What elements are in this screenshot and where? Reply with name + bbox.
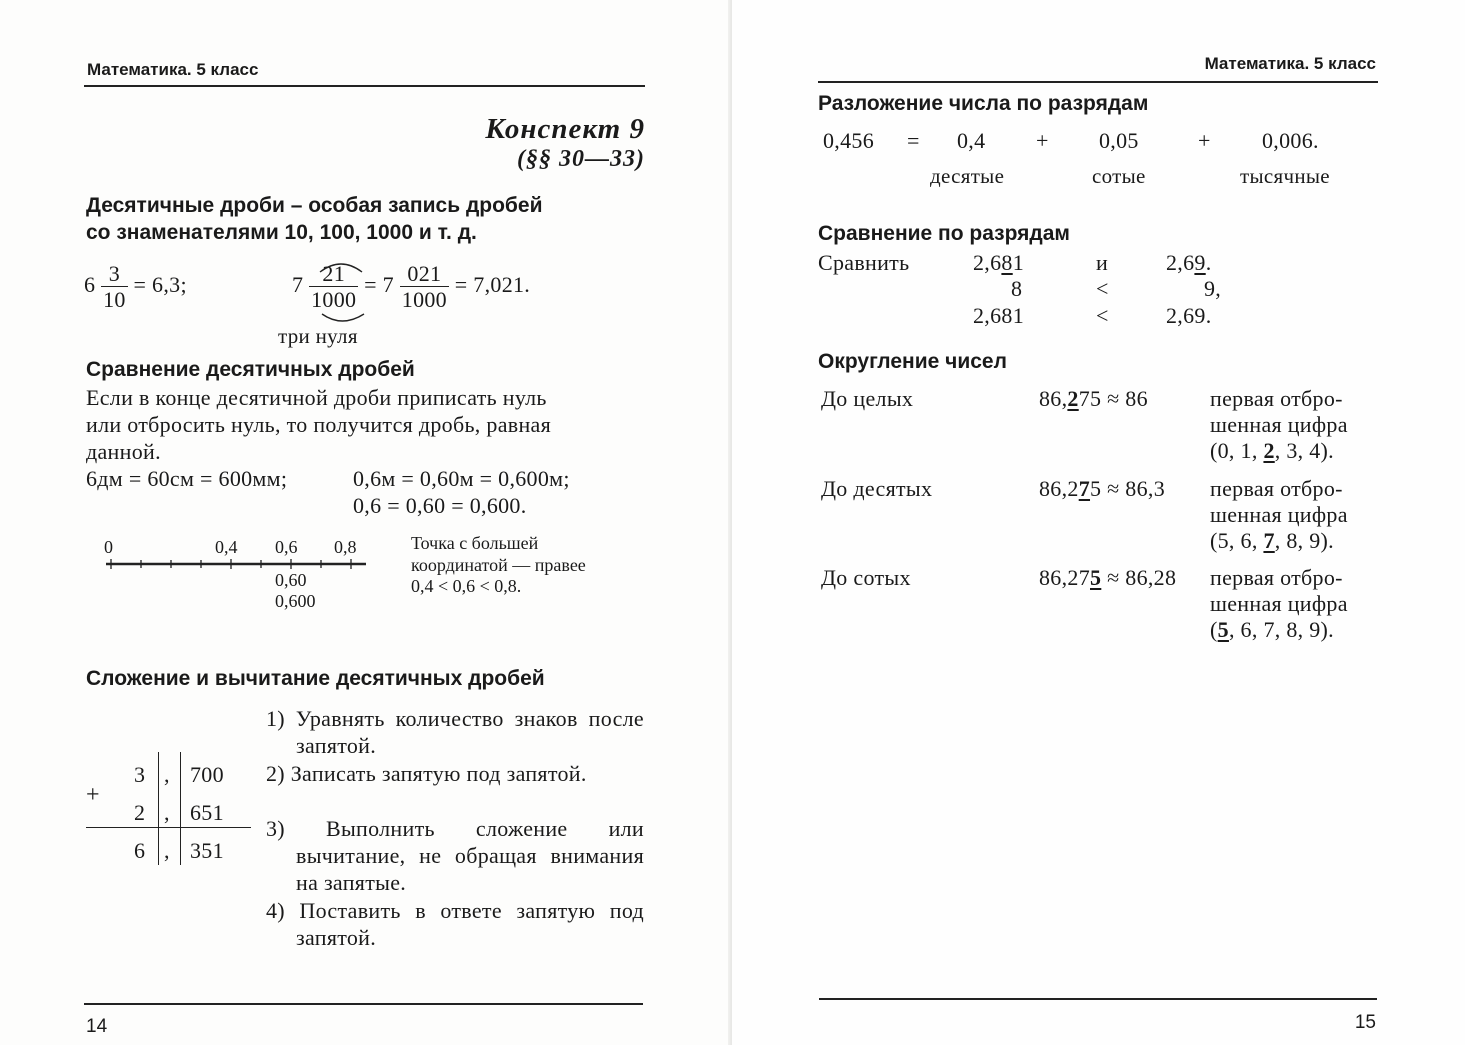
tick-label-0-6: 0,6 <box>275 537 298 557</box>
equals-whole: = 7 <box>364 271 394 297</box>
rounding-desc-1: первая отбро- <box>1210 565 1343 590</box>
decomp-thousandths: 0,006. <box>1262 128 1319 153</box>
step-2: 2) Записать запятую под запятой. <box>266 761 587 786</box>
addend-2-comma: , <box>164 800 170 825</box>
result: = 7,021. <box>454 271 531 297</box>
addend-1-frac: 700 <box>190 762 224 787</box>
addend-2-int: 2 <box>134 800 146 825</box>
numerator: 3 <box>101 261 128 287</box>
sum-int: 6 <box>134 838 146 863</box>
denominator: 1000 <box>311 287 357 313</box>
result: = 6,3; <box>133 271 187 297</box>
numberline-note-3: 0,4 < 0,6 < 0,8. <box>411 576 522 596</box>
equality-meters: 0,6м = 0,60м = 0,600м; <box>353 466 570 491</box>
rounding-desc-2: шенная цифра <box>1210 412 1348 437</box>
addend-2-frac: 651 <box>190 800 224 825</box>
decomp-hundredths: 0,05 <box>1099 128 1139 153</box>
section-heading-rounding: Округление чисел <box>818 350 1007 373</box>
fraction-example-1 <box>84 261 187 313</box>
footer-rule <box>819 998 1377 1000</box>
step-1: 1) Уравнять количество знаков после запятой. <box>266 706 644 758</box>
tick-label-0-4: 0,4 <box>215 537 238 557</box>
rounding-value-tenths: 86,275 ≈ 86,3 <box>1039 476 1165 501</box>
footer-rule <box>84 1003 643 1005</box>
rounding-digits: (5, 6, 7, 8, 9). <box>1210 617 1334 642</box>
decomp-tenths: 0,4 <box>957 128 986 153</box>
rounding-value-integers: 86,275 ≈ 86 <box>1039 386 1148 411</box>
rounding-digits: (5, 6, 7, 8, 9). <box>1210 528 1334 553</box>
compare-and: и <box>1096 250 1109 275</box>
compare-digit-a: 8 <box>1011 276 1023 301</box>
column-divider-2 <box>180 752 181 865</box>
numerator: 21 <box>309 261 358 287</box>
decomp-plus-1: + <box>1036 128 1049 153</box>
right-page <box>732 0 1465 1045</box>
equality-numbers: 0,6 = 0,60 = 0,600. <box>353 493 527 518</box>
numberline-note-2: координатой — правее <box>411 555 586 575</box>
numberline-note-1: Точка с большей <box>411 533 539 553</box>
compare-result-b: 2,69. <box>1166 303 1212 328</box>
equality-lengths: 6дм = 60см = 600мм; <box>86 466 288 491</box>
rounding-label-tenths: До десятых <box>821 476 933 501</box>
rounding-label-integers: До целых <box>821 386 914 411</box>
whole-part: 6 <box>84 271 96 297</box>
compare-b: 2,69. <box>1166 250 1212 275</box>
section-heading-comparison: Сравнение десятичных дробей <box>86 358 415 381</box>
sum-frac: 351 <box>190 838 224 863</box>
page-title: Конспект 9 <box>485 113 645 145</box>
section-heading-decimals: Десятичные дроби – особая запись дробей <box>86 194 543 217</box>
compare-word: Сравнить <box>818 250 910 275</box>
sum-comma: , <box>164 838 170 863</box>
section-heading-compare: Сравнение по разрядам <box>818 222 1070 245</box>
denominator: 10 <box>103 287 126 313</box>
rounding-desc-1: первая отбро- <box>1210 386 1343 411</box>
left-page <box>0 0 732 1045</box>
step-3: 3) Выполнить сложение или вычитание, не обращая внимания на запятые. <box>266 816 644 895</box>
page-number: 15 <box>1354 1012 1376 1033</box>
header-rule <box>818 81 1378 83</box>
page-header: Математика. 5 класс <box>87 60 259 79</box>
decomp-plus-2: + <box>1198 128 1211 153</box>
plus-sign: + <box>86 782 100 808</box>
page-header: Математика. 5 класс <box>1204 54 1376 73</box>
tick-label-0: 0 <box>104 537 113 557</box>
three-zeros-note: три нуля <box>278 324 358 348</box>
step-4: 4) Поставить в ответе запятую под запятой. <box>266 898 644 950</box>
section-heading-addition: Сложение и вычитание десятичных дробей <box>86 667 545 690</box>
compare-result-a: 2,681 <box>973 303 1024 328</box>
header-rule <box>84 85 645 87</box>
column-divider-1 <box>158 752 159 865</box>
rule-line-1: Если в конце десятичной дроби приписать нуль <box>86 385 547 410</box>
compare-less-2: < <box>1096 303 1109 328</box>
label-hundredths: сотые <box>1092 164 1146 188</box>
zero-arcs <box>310 254 450 324</box>
compare-less-1: < <box>1096 276 1109 301</box>
addend-1-int: 3 <box>134 762 146 787</box>
label-tenths: десятые <box>930 164 1005 188</box>
denominator: 1000 <box>401 287 447 313</box>
fraction <box>101 261 128 313</box>
decomp-equals: = <box>907 128 920 153</box>
whole-part: 7 <box>292 271 304 297</box>
page-number: 14 <box>86 1016 108 1037</box>
tick-label-0-8: 0,8 <box>334 537 357 557</box>
section-heading-decomposition: Разложение числа по разрядам <box>818 92 1149 115</box>
section-heading-decimals-line2: со знаменателями 10, 100, 1000 и т. д. <box>86 221 477 244</box>
page-subtitle: (§§ 30—33) <box>517 146 645 172</box>
label-thousandths: тысячные <box>1240 164 1330 188</box>
decomp-number: 0,456 <box>823 128 874 153</box>
rounding-digits: (0, 1, 2, 3, 4). <box>1210 438 1334 463</box>
rounding-value-hundredths: 86,275 ≈ 86,28 <box>1039 565 1177 590</box>
label-0-60: 0,60 <box>275 570 307 590</box>
rounding-desc-2: шенная цифра <box>1210 502 1348 527</box>
addend-1-comma: , <box>164 762 170 787</box>
number-line <box>104 556 368 572</box>
rounding-desc-1: первая отбро- <box>1210 476 1343 501</box>
numerator: 021 <box>400 261 449 287</box>
rule-line-2: или отбросить нуль, то получится дробь, равная <box>86 412 552 437</box>
rounding-desc-2: шенная цифра <box>1210 591 1348 616</box>
sum-rule <box>86 827 251 828</box>
rule-line-3: данной. <box>86 439 161 464</box>
label-0-600: 0,600 <box>275 591 316 611</box>
rounding-label-hundredths: До сотых <box>821 565 911 590</box>
compare-a: 2,681 <box>973 250 1025 275</box>
compare-digit-b: 9, <box>1204 276 1222 301</box>
